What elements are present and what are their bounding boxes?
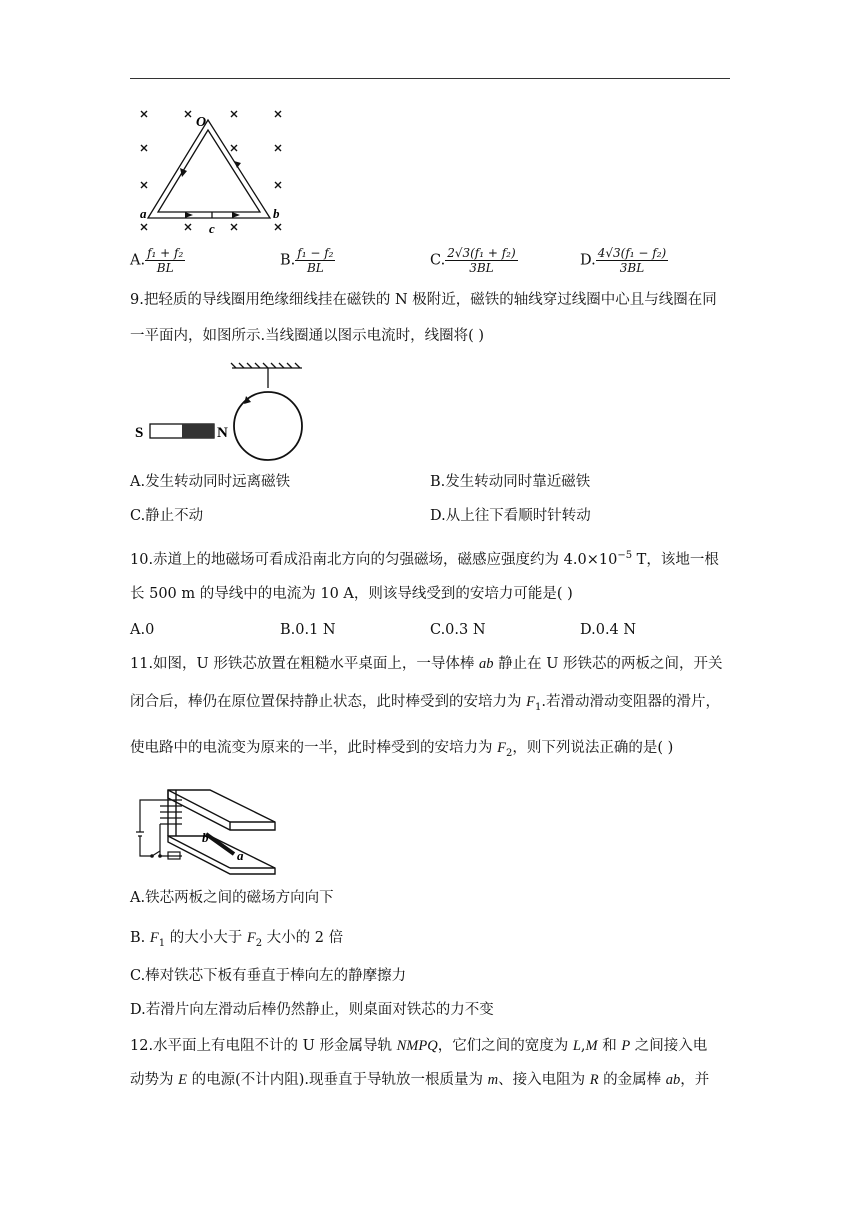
q12-text: ，并	[680, 1072, 710, 1088]
q9-stem-line-1: 9.把轻质的导线圈用绝缘细线挂在磁铁的 N 极附近，磁铁的轴线穿过线圈中心且与线圈在同	[130, 292, 717, 308]
rod-label-b: b	[202, 830, 209, 845]
q9-magnet-coil-figure	[130, 360, 320, 470]
q12-text: 、接入电阻为	[498, 1072, 590, 1088]
q12-text: 的金属棒	[598, 1072, 666, 1088]
q9-option-d: D.从上往下看顺时针转动	[430, 508, 591, 524]
circuit-wires	[136, 800, 182, 859]
q12-comma: ,	[580, 1038, 586, 1054]
var-f1: F	[149, 930, 159, 946]
q10-option-a: A.0	[130, 622, 155, 638]
option-b-prefix: B.	[130, 930, 150, 946]
q9-option-b: B.发生转动同时靠近磁铁	[430, 474, 591, 490]
var-f2: F	[246, 930, 256, 946]
q9-stem-line-2: 一平面内，如图所示.当线圈通以图示电流时，线圈将( )	[130, 328, 485, 344]
switch-contact	[150, 854, 154, 858]
q10-text-tail: T，该地一根	[632, 551, 719, 568]
header-rule	[130, 78, 730, 79]
triangle-wire-loop	[148, 120, 270, 218]
label-c: c	[209, 221, 215, 236]
q11-option-b	[130, 928, 343, 954]
option-denominator: BL	[156, 261, 174, 275]
q11-stem-line-3	[130, 738, 673, 764]
sub-1: 1	[158, 937, 166, 949]
q12-stem-line-1	[130, 1036, 707, 1056]
option-denominator: BL	[306, 261, 324, 275]
q11-sub: 2	[505, 747, 513, 759]
q8-option-a	[130, 246, 185, 275]
conductor-rod-ab	[206, 834, 234, 854]
option-denominator: 3BL	[619, 261, 645, 275]
q11-text: 闭合后，棒仍在原位置保持静止状态，此时棒受到的安培力为	[130, 694, 527, 710]
q12-text: 动势为	[130, 1072, 179, 1088]
option-letter: A.	[130, 252, 146, 269]
q10-option-b: B.0.1 N	[280, 622, 336, 638]
var-r: R	[589, 1072, 599, 1088]
wire-coil	[234, 392, 302, 460]
q12-text: 的电源(不计内阻).现垂直于导轨放一根质量为	[186, 1072, 488, 1088]
label-o: O	[196, 115, 207, 130]
q11-stem-line-2	[130, 692, 720, 718]
q11-var-f: F	[497, 740, 506, 756]
q8-triangle-figure	[130, 100, 300, 240]
u-shaped-iron-core	[168, 790, 275, 874]
var-mass: m	[487, 1072, 499, 1088]
option-numerator: 2√3(f₁ + f₂)	[447, 246, 516, 260]
rod-label-a: a	[237, 848, 244, 863]
q11-var-ab: ab	[479, 656, 494, 672]
option-numerator: f₁ − f₂	[297, 246, 334, 260]
q11-option-a: A.铁芯两板之间的磁场方向向下	[130, 890, 334, 906]
q11-text: 使电路中的电流变为原来的一半，此时棒受到的安培力为	[130, 740, 498, 756]
var-p: P	[621, 1038, 631, 1054]
magnet-s-label: S	[135, 425, 144, 441]
q11-text-tail: ，则下列说法正确的是( )	[512, 740, 674, 756]
var-ab: ab	[665, 1072, 681, 1088]
q10-option-c: C.0.3 N	[430, 622, 486, 638]
q10-exponent: −5	[617, 550, 633, 561]
q11-sub: 1	[534, 701, 542, 713]
q8-option-c	[430, 246, 518, 275]
option-letter: C.	[430, 252, 446, 269]
var-l: L	[572, 1038, 581, 1054]
option-numerator: f₁ + f₂	[147, 246, 184, 260]
q11-text: 11.如图，U 形铁芯放置在粗糙水平桌面上，一导体棒	[130, 656, 479, 672]
option-denominator: 3BL	[469, 261, 494, 275]
q11-stem-line-1	[130, 654, 723, 674]
q12-text: 之间接入电	[630, 1038, 708, 1054]
var-nmpq: NMPQ	[396, 1038, 438, 1054]
var-m: M	[585, 1038, 598, 1054]
label-b: b	[273, 206, 280, 221]
magnet-north-half	[182, 424, 214, 438]
q11-option-d: D.若滑片向左滑动后棒仍然静止，则桌面对铁芯的力不变	[130, 1002, 494, 1018]
q10-text: 10.赤道上的地磁场可看成沿南北方向的匀强磁场，磁感应强度约为 4.0×10	[130, 551, 618, 568]
q11-option-c: C.棒对铁芯下板有垂直于棒向左的静摩擦力	[130, 968, 407, 984]
current-arrows	[180, 161, 241, 218]
option-b-tail: 大小的 2 倍	[262, 930, 344, 946]
q12-stem-line-2	[130, 1070, 709, 1090]
q11-text-tail: 静止在 U 形铁芯的两板之间，开关	[493, 656, 723, 672]
q9-option-a: A.发生转动同时远离磁铁	[130, 474, 291, 490]
switch-contact	[158, 854, 162, 858]
q12-text: 12.水平面上有电阻不计的 U 形金属导轨	[130, 1038, 397, 1054]
q9-option-c: C.静止不动	[130, 508, 204, 524]
sub-2: 2	[255, 937, 263, 949]
option-letter: B.	[280, 252, 296, 269]
option-numerator: 4√3(f₁ − f₂)	[597, 246, 667, 260]
q12-text: ，它们之间的宽度为	[437, 1038, 573, 1054]
q10-option-d: D.0.4 N	[580, 622, 637, 638]
q12-text: 和	[597, 1038, 622, 1054]
magnet-n-label: N	[217, 425, 228, 441]
option-letter: D.	[580, 252, 596, 269]
q8-option-b	[280, 246, 335, 275]
q8-option-d	[580, 246, 668, 275]
q11-u-core-figure	[130, 770, 280, 875]
q10-stem-line-1	[130, 546, 719, 570]
q11-text-tail: .若滑动滑动变阻器的滑片，	[541, 694, 720, 710]
q10-stem-line-2: 长 500 m 的导线中的电流为 10 A，则该导线受到的安培力可能是( )	[130, 586, 573, 602]
label-a: a	[140, 206, 147, 221]
option-b-mid: 的大小大于	[165, 930, 247, 946]
q11-var-f: F	[526, 694, 535, 710]
ceiling-support	[231, 363, 302, 388]
var-e: E	[178, 1072, 187, 1088]
